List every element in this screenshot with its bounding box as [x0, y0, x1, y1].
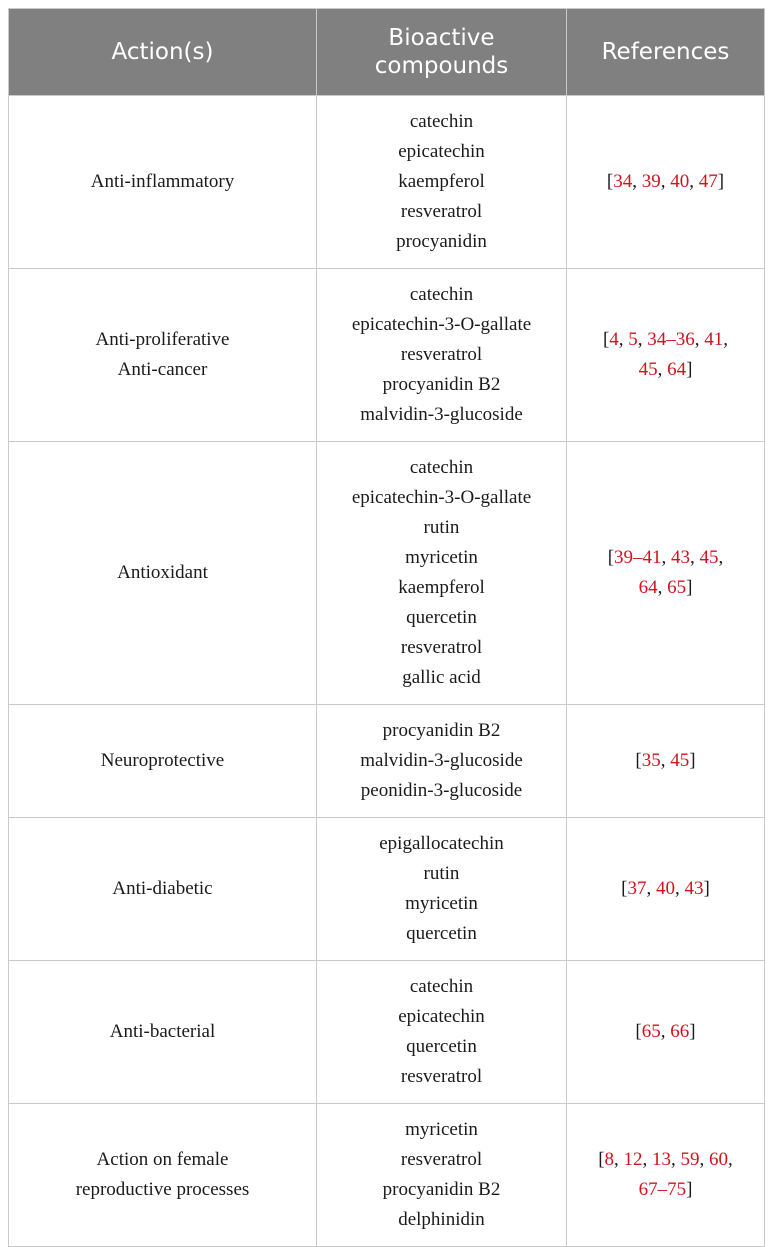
reference-punctuation: ,: [632, 171, 642, 192]
table-row: [9, 269, 765, 442]
table-row: [9, 442, 765, 705]
reference-punctuation: ,: [637, 329, 648, 350]
reference-link[interactable]: 45: [699, 547, 719, 568]
reference-punctuation: ,: [694, 329, 705, 350]
compound-name: myricetin: [405, 1119, 478, 1140]
compound-name: myricetin: [405, 893, 478, 914]
compound-name: resveratrol: [400, 1149, 483, 1170]
reference-punctuation: ]: [686, 1179, 693, 1200]
references-line: [577, 573, 754, 603]
reference-link[interactable]: 64: [667, 359, 687, 380]
action-cell: [9, 96, 317, 269]
header-bioactive-compounds: Bioactive compounds: [317, 9, 567, 96]
compound-name: procyanidin B2: [382, 1179, 501, 1200]
compound-name: epicatechin-3-O-gallate: [351, 487, 532, 508]
reference-punctuation: ,: [660, 750, 671, 771]
reference-punctuation: ,: [657, 359, 668, 380]
reference-punctuation: ,: [642, 1149, 653, 1170]
reference-link[interactable]: 59: [680, 1149, 700, 1170]
compound-name: kaempferol: [398, 577, 485, 598]
reference-punctuation: ,: [690, 547, 700, 568]
compound-name: rutin: [423, 517, 460, 538]
reference-punctuation: [: [621, 878, 628, 899]
references-line: [577, 543, 754, 573]
references-line: [577, 325, 754, 355]
reference-link[interactable]: 35: [641, 750, 661, 771]
references-line: [577, 1017, 754, 1047]
compound-name: delphinidin: [398, 1209, 485, 1230]
reference-link[interactable]: 37: [627, 878, 647, 899]
compounds-cell: [317, 961, 567, 1104]
compound-name: quercetin: [406, 1036, 477, 1057]
compound-name: resveratrol: [400, 637, 483, 658]
compound-name: epicatechin: [398, 141, 485, 162]
compound-name: procyanidin: [396, 231, 487, 252]
references-line: [577, 355, 754, 385]
reference-link[interactable]: 45: [638, 359, 658, 380]
references-cell: [567, 1104, 765, 1247]
references-line: [577, 874, 754, 904]
reference-punctuation: ,: [657, 577, 668, 598]
reference-punctuation: ]: [717, 171, 725, 192]
reference-punctuation: [: [598, 1149, 605, 1170]
reference-link[interactable]: 13: [652, 1149, 672, 1170]
reference-link[interactable]: 8: [604, 1149, 615, 1170]
references-cell: [567, 705, 765, 818]
reference-punctuation: ,: [661, 547, 672, 568]
reference-link[interactable]: 39: [641, 171, 661, 192]
references-cell: [567, 442, 765, 705]
reference-link[interactable]: 40: [656, 878, 675, 899]
reference-punctuation: ,: [660, 171, 671, 192]
action-cell: [9, 818, 317, 961]
reference-punctuation: ,: [718, 547, 724, 568]
reference-punctuation: [: [602, 329, 610, 350]
compound-name: myricetin: [405, 547, 478, 568]
reference-punctuation: ,: [660, 1021, 671, 1042]
action-text: Antioxidant: [117, 562, 208, 583]
references-cell: [567, 96, 765, 269]
reference-punctuation: [: [635, 750, 642, 771]
compound-name: kaempferol: [398, 171, 485, 192]
reference-link[interactable]: 67–75: [638, 1179, 687, 1200]
table-row: [9, 96, 765, 269]
compound-name: procyanidin B2: [382, 720, 501, 741]
table-row: [9, 705, 765, 818]
reference-punctuation: ,: [614, 1149, 624, 1170]
header-actions: Action(s): [9, 9, 317, 96]
reference-link[interactable]: 12: [623, 1149, 643, 1170]
action-text: Anti-proliferative: [95, 329, 230, 350]
reference-punctuation: ,: [675, 878, 685, 899]
action-text: Anti-inflammatory: [90, 171, 235, 192]
reference-link[interactable]: 43: [671, 547, 691, 568]
reference-punctuation: [: [635, 1021, 642, 1042]
action-text: Neuroprotective: [100, 750, 225, 771]
reference-punctuation: [: [606, 171, 614, 192]
header-references: References: [567, 9, 765, 96]
reference-link[interactable]: 5: [628, 329, 638, 350]
reference-punctuation: ,: [618, 329, 629, 350]
action-text: Anti-cancer: [117, 359, 208, 380]
compound-name: catechin: [409, 111, 474, 132]
references-line: [577, 746, 754, 776]
action-text: Anti-bacterial: [109, 1021, 216, 1042]
reference-punctuation: ,: [723, 329, 729, 350]
reference-link[interactable]: 65: [641, 1021, 661, 1042]
table-row: [9, 1104, 765, 1247]
compound-name: peonidin-3-glucoside: [360, 780, 523, 801]
reference-punctuation: ]: [689, 750, 696, 771]
action-cell: [9, 442, 317, 705]
compounds-cell: [317, 96, 567, 269]
reference-punctuation: ]: [703, 878, 710, 899]
compound-name: procyanidin B2: [382, 374, 501, 395]
compound-name: catechin: [409, 457, 474, 478]
reference-link[interactable]: 34: [613, 171, 633, 192]
action-cell: [9, 961, 317, 1104]
compound-name: malvidin-3-glucoside: [360, 404, 523, 425]
reference-punctuation: ]: [689, 1021, 696, 1042]
references-cell: [567, 818, 765, 961]
compound-name: catechin: [409, 976, 474, 997]
references-line: [577, 1175, 754, 1205]
compound-name: gallic acid: [402, 667, 481, 688]
compound-name: epicatechin: [398, 1006, 485, 1027]
reference-link[interactable]: 45: [670, 750, 690, 771]
references-line: [577, 167, 754, 197]
reference-link[interactable]: 47: [698, 171, 718, 192]
compounds-cell: [317, 269, 567, 442]
reference-punctuation: ,: [699, 1149, 710, 1170]
compounds-cell: [317, 1104, 567, 1247]
reference-link[interactable]: 40: [670, 171, 690, 192]
action-text: Anti-diabetic: [112, 878, 213, 899]
table-row: [9, 818, 765, 961]
action-text: Action on female: [96, 1149, 229, 1170]
reference-punctuation: ,: [671, 1149, 681, 1170]
action-cell: [9, 1104, 317, 1247]
reference-link[interactable]: 4: [609, 329, 619, 350]
compound-name: epicatechin-3-O-gallate: [351, 314, 532, 335]
reference-link[interactable]: 43: [684, 878, 704, 899]
reference-punctuation: [: [607, 547, 615, 568]
reference-link[interactable]: 60: [709, 1149, 729, 1170]
compounds-cell: [317, 442, 567, 705]
compound-name: quercetin: [406, 923, 477, 944]
compound-name: resveratrol: [400, 201, 483, 222]
compound-name: catechin: [409, 284, 474, 305]
reference-link[interactable]: 41: [704, 329, 724, 350]
compound-name: resveratrol: [400, 344, 483, 365]
bioactive-compounds-table: [8, 8, 765, 1247]
action-text: reproductive processes: [75, 1179, 250, 1200]
compound-name: resveratrol: [400, 1066, 483, 1087]
compound-name: rutin: [423, 863, 460, 884]
action-cell: [9, 705, 317, 818]
reference-punctuation: ,: [728, 1149, 733, 1170]
reference-punctuation: ,: [689, 171, 699, 192]
reference-link[interactable]: 39–41: [614, 547, 662, 568]
compound-name: malvidin-3-glucoside: [360, 750, 523, 771]
compounds-cell: [317, 705, 567, 818]
reference-link[interactable]: 65: [667, 577, 687, 598]
table-row: [9, 961, 765, 1104]
compound-name: epigallocatechin: [379, 833, 504, 854]
action-cell: [9, 269, 317, 442]
table-header-row: [9, 9, 765, 96]
reference-link[interactable]: 34–36: [647, 329, 695, 350]
reference-punctuation: ]: [686, 577, 693, 598]
reference-link[interactable]: 66: [670, 1021, 690, 1042]
reference-link[interactable]: 64: [638, 577, 658, 598]
reference-punctuation: ,: [646, 878, 656, 899]
compounds-cell: [317, 818, 567, 961]
references-cell: [567, 961, 765, 1104]
references-cell: [567, 269, 765, 442]
references-line: [577, 1145, 754, 1175]
reference-punctuation: ]: [686, 359, 693, 380]
compound-name: quercetin: [406, 607, 477, 628]
